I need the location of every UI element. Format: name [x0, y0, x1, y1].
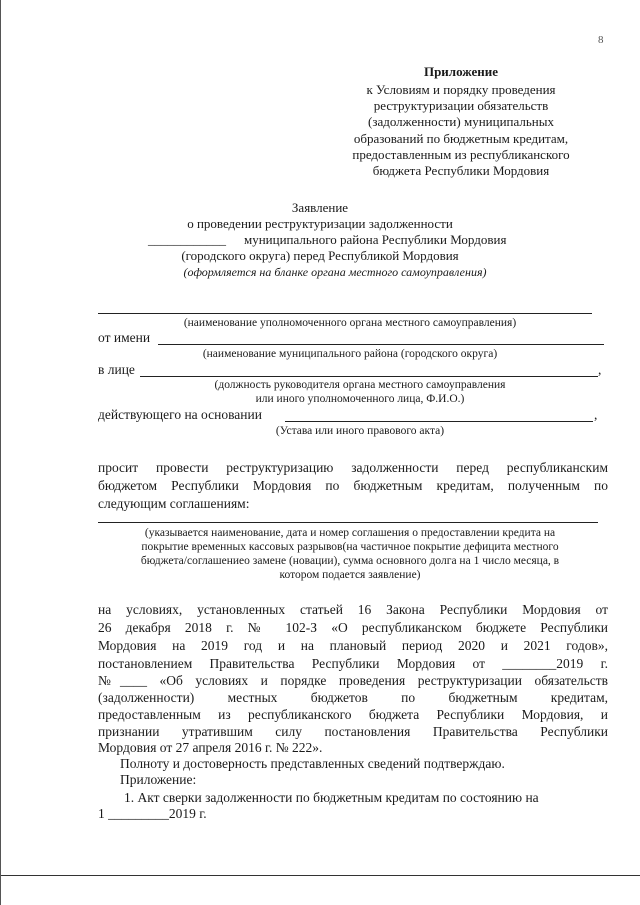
- caption-municipality: (наименование муниципального района (городского округа): [202, 348, 498, 360]
- basis-label: действующего на основании: [98, 407, 262, 422]
- person-label: в лице: [98, 362, 135, 377]
- agreement-caption: котором подается заявление): [279, 569, 421, 581]
- conditions-line: на условиях, установленных статьей 16 Закона Республики Мордовия от: [98, 602, 608, 617]
- annex-line: бюджета Республики Мордовия: [372, 163, 550, 178]
- conditions-line: постановлением Правительства Республики Мордовия от ________2019 г.: [98, 656, 608, 671]
- annex-title: Приложение: [423, 64, 499, 79]
- agreement-caption: бюджета/соглашениео замене (новации), сумма основного долга на 1 число месяца, в: [140, 555, 560, 567]
- statement-line: (городского округа) перед Республикой Мордовия: [181, 248, 459, 263]
- conditions-line: №____ «Об условиях и порядке проведения реструктуризации обязательств: [98, 673, 608, 688]
- conditions-line: предоставленным из республиканского бюджета Республики Мордовия, и: [98, 707, 608, 722]
- annex-line: (задолженности) муниципальных: [368, 114, 554, 129]
- comma: ,: [598, 362, 602, 377]
- request-line: просит провести реструктуризацию задолженности перед республиканским: [98, 460, 608, 475]
- annex-line: к Условиям и порядку проведения: [366, 82, 556, 97]
- caption-organ: (наименование уполномоченного органа местного самоуправления): [183, 317, 517, 329]
- person-line: [140, 376, 598, 377]
- request-line: следующим соглашениям:: [98, 496, 250, 511]
- agreement-caption: покрытие временных кассовых разрывов(на частичное покрытие дефицита местного: [141, 541, 559, 553]
- statement-note: (оформляется на бланке органа местного самоуправления): [183, 265, 487, 279]
- confirmation: Полноту и достоверность представленных сведений подтверждаю.: [120, 756, 505, 771]
- on-behalf-label: от имени: [98, 330, 151, 345]
- organ-line: [98, 313, 592, 314]
- annex-line: реструктуризации обязательств: [373, 98, 549, 113]
- conditions-line: Мордовия от 27 апреля 2016 г. № 222».: [98, 740, 323, 755]
- comma: ,: [594, 407, 598, 422]
- appendix-item-cont: 1 _________2019 г.: [98, 806, 207, 821]
- agreement-caption: (указывается наименование, дата и номер соглашения о предоставлении кредита на: [144, 527, 556, 539]
- statement-line: муниципального района Республики Мордовия: [244, 232, 507, 247]
- caption-act: (Устава или иного правового акта): [275, 425, 445, 437]
- conditions-line: (задолженности) местных бюджетов по бюджетным кредитам,: [98, 690, 608, 705]
- appendix-item: 1. Акт сверки задолженности по бюджетным кредитам по состоянию на: [124, 790, 539, 805]
- annex-line: образований по бюджетным кредитам,: [353, 131, 569, 146]
- conditions-line: 26 декабря 2018 г. № 102-З «О республиканском бюджете Республики: [98, 620, 608, 635]
- municipality-blank: ____________: [148, 232, 226, 247]
- statement-line: о проведении реструктуризации задолженности: [187, 216, 453, 231]
- basis-line: [285, 421, 593, 422]
- appendix-label: Приложение:: [120, 772, 197, 787]
- statement-title: Заявление: [291, 200, 349, 215]
- agreement-line: [98, 522, 598, 523]
- caption-head: или иного уполномоченного лица, Ф.И.О.): [255, 393, 465, 405]
- request-line: бюджетом Республики Мордовия по бюджетным кредитам, полученным по: [98, 478, 608, 493]
- municipality-line: [158, 344, 604, 345]
- caption-head: (должность руководителя органа местного самоуправления: [214, 379, 506, 391]
- conditions-line: Мордовия на 2019 год и на плановый период 2020 и 2021 годов»,: [98, 638, 608, 653]
- page-number: 8: [598, 34, 604, 46]
- conditions-line: признании утратившим силу постановления Правительства Республики: [98, 724, 608, 739]
- scan-edge: [0, 0, 1, 905]
- scan-edge: [0, 875, 640, 876]
- annex-line: предоставленным из республиканского: [352, 147, 570, 162]
